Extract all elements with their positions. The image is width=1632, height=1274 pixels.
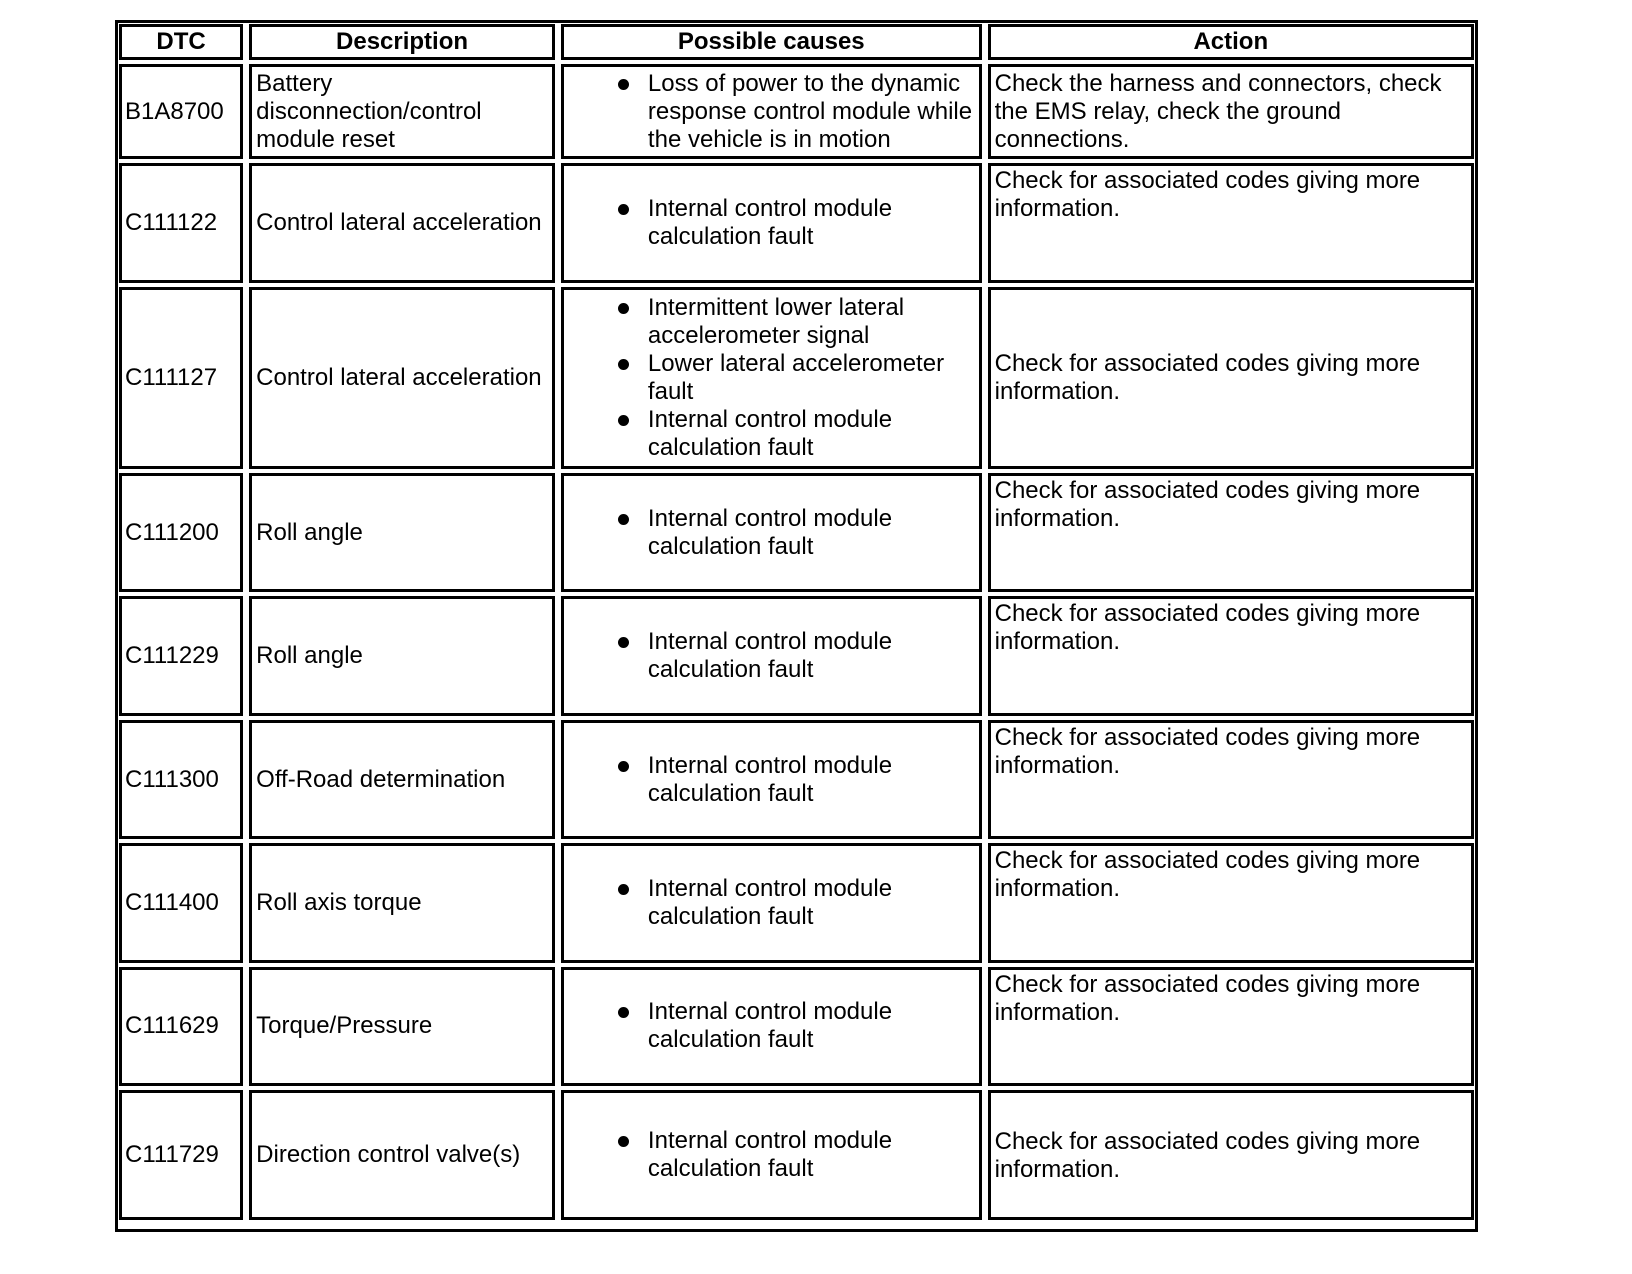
header-dtc: DTC: [119, 24, 243, 60]
description-cell: Roll axis torque: [249, 843, 555, 962]
cause-item: Lower lateral accelerometer fault: [648, 350, 975, 406]
action-cell: Check the harness and connectors, check the EMS relay, check the ground connections.: [988, 64, 1474, 159]
description-cell: Torque/Pressure: [249, 967, 555, 1086]
table-row: [119, 843, 1474, 962]
cause-list: [564, 875, 975, 931]
description-cell: Roll angle: [249, 596, 555, 715]
table-row: [119, 473, 1474, 592]
description-cell: Control lateral acceleration: [249, 287, 555, 469]
cause-item: Internal control module calculation fault: [648, 998, 975, 1054]
table-row: [119, 720, 1474, 839]
action-cell: Check for associated codes giving more information.: [988, 1090, 1474, 1220]
dtc-code: C111729: [119, 1090, 243, 1220]
cause-item: Internal control module calculation fault: [648, 875, 975, 931]
dtc-code: C111122: [119, 163, 243, 282]
cause-item: Internal control module calculation fault: [648, 628, 975, 684]
causes-cell: [561, 287, 982, 469]
action-cell: Check for associated codes giving more information.: [988, 967, 1474, 1086]
cause-list: [564, 752, 975, 808]
action-cell: Check for associated codes giving more information.: [988, 596, 1474, 715]
dtc-code: C111229: [119, 596, 243, 715]
causes-cell: [561, 967, 982, 1086]
causes-cell: [561, 596, 982, 715]
cause-item: Internal control module calculation fault: [648, 1127, 975, 1183]
table-row: [119, 596, 1474, 715]
cause-item: Internal control module calculation fault: [648, 505, 975, 561]
header-action: Action: [988, 24, 1474, 60]
dtc-code: C111200: [119, 473, 243, 592]
action-cell: Check for associated codes giving more information.: [988, 287, 1474, 469]
dtc-table: [113, 20, 1480, 1224]
dtc-code: C111400: [119, 843, 243, 962]
table-row: [119, 163, 1474, 282]
cause-item: Intermittent lower lateral accelerometer signal: [648, 294, 975, 350]
table-row: [119, 1090, 1474, 1220]
description-cell: Battery disconnection/control module reset: [249, 64, 555, 159]
cause-list: [564, 1127, 975, 1183]
table-row: [119, 64, 1474, 159]
cause-item: Internal control module calculation fault: [648, 406, 975, 462]
header-row: [119, 24, 1474, 60]
cause-list: [564, 628, 975, 684]
action-cell: Check for associated codes giving more information.: [988, 163, 1474, 282]
causes-cell: [561, 163, 982, 282]
description-cell: Roll angle: [249, 473, 555, 592]
description-cell: Direction control valve(s): [249, 1090, 555, 1220]
cause-item: Internal control module calculation fault: [648, 752, 975, 808]
causes-cell: [561, 1090, 982, 1220]
causes-cell: [561, 720, 982, 839]
cause-list: [564, 998, 975, 1054]
cause-list: [564, 70, 975, 154]
cause-item: Internal control module calculation fault: [648, 195, 975, 251]
dtc-code: C111127: [119, 287, 243, 469]
action-cell: Check for associated codes giving more information.: [988, 843, 1474, 962]
causes-cell: [561, 473, 982, 592]
table-row: [119, 287, 1474, 469]
header-causes: Possible causes: [561, 24, 982, 60]
table-row: [119, 967, 1474, 1086]
cause-list: [564, 294, 975, 462]
action-cell: Check for associated codes giving more information.: [988, 473, 1474, 592]
dtc-code: C111629: [119, 967, 243, 1086]
causes-cell: [561, 64, 982, 159]
cause-item: Loss of power to the dynamic response control module while the vehicle is in motion: [648, 70, 975, 154]
action-cell: Check for associated codes giving more information.: [988, 720, 1474, 839]
dtc-code: C111300: [119, 720, 243, 839]
dtc-code: B1A8700: [119, 64, 243, 159]
header-description: Description: [249, 24, 555, 60]
cause-list: [564, 505, 975, 561]
description-cell: Control lateral acceleration: [249, 163, 555, 282]
description-cell: Off-Road determination: [249, 720, 555, 839]
cause-list: [564, 195, 975, 251]
causes-cell: [561, 843, 982, 962]
